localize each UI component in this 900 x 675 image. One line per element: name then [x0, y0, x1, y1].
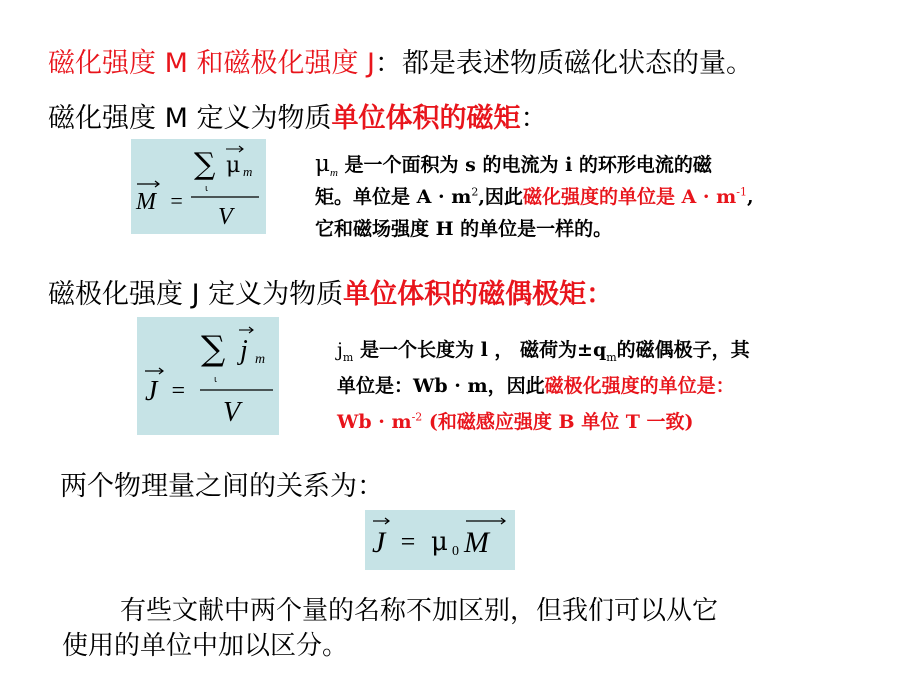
polarization-def-highlight: 单位体积的磁偶极矩： — [343, 279, 614, 310]
polarization-unit-note: (和磁感应强度 B 单位 T 一致) — [422, 411, 694, 433]
note-line1: 有些文献中两个量的名称不加区别，但我们可以从它 — [120, 596, 719, 626]
magnetization-denominator: V — [218, 204, 233, 230]
polarization-j-sub: m — [255, 352, 266, 367]
magnetization-equals: = — [169, 188, 184, 213]
relation-equals: = — [399, 527, 417, 556]
j-subscript: m — [342, 350, 354, 364]
magnetization-desc-l2a: 矩。单位是 A · m — [315, 186, 472, 208]
magnetization-def-highlight: 单位体积的磁矩 — [331, 103, 521, 134]
magnetization-desc-line3: 它和磁场强度 H 的单位是一样的。 — [315, 218, 613, 240]
relation-formula — [365, 510, 515, 570]
relation-mu-sub: 0 — [452, 544, 459, 559]
polarization-unit-label: 磁极化强度的单位是： — [544, 375, 735, 397]
polarization-formula-graphic — [137, 317, 279, 435]
j-symbol: j — [337, 339, 343, 361]
polarization-denominator: V — [223, 397, 241, 428]
magnetization-sum-index: ι — [205, 184, 209, 194]
magnetization-def-suffix: ： — [520, 103, 548, 134]
magnetization-desc-l2b: ,因此 — [478, 186, 523, 208]
heading — [48, 41, 753, 80]
magnetization-sum-symbol: ∑ — [194, 147, 216, 182]
polarization-desc-l1b: 的磁偶极子，其 — [616, 339, 750, 361]
heading-title: 磁化强度 M 和磁极化强度 J — [48, 48, 376, 79]
polarization-equals: = — [170, 378, 187, 404]
magnetization-lhs: M — [136, 189, 156, 215]
magnetization-formula-graphic — [131, 139, 266, 234]
magnetization-definition — [48, 96, 547, 135]
magnetization-desc-line1 — [315, 148, 754, 181]
mu-symbol: μ — [315, 151, 330, 177]
magnetization-desc-l1: 是一个面积为 s 的电流为 i 的环形电流的磁 — [337, 154, 712, 176]
heading-text: ：都是表述物质磁化状态的量。 — [375, 48, 754, 79]
magnetization-desc-l2-sup: 2 — [471, 185, 479, 199]
magnetization-unit-highlight: 磁化强度的单位是 A · m — [522, 186, 737, 208]
polarization-desc-l1a: 是一个长度为 l ， 磁荷为±q — [353, 339, 607, 361]
polarization-lhs: J — [145, 376, 158, 407]
polarization-desc-l1-sub: m — [606, 350, 617, 364]
magnetization-description — [315, 148, 754, 245]
mu-subscript: m — [329, 166, 338, 179]
relation-formula-graphic — [365, 510, 515, 570]
relation-lhs: J — [372, 526, 386, 559]
magnetization-mu-sub: m — [243, 164, 253, 179]
magnetization-def-prefix: 磁化强度 M 定义为物质 — [48, 103, 332, 134]
polarization-definition — [48, 272, 613, 311]
polarization-unit-sup: -2 — [411, 410, 423, 424]
magnetization-unit-sup: -1 — [736, 185, 747, 199]
relation-mu: μ — [431, 527, 448, 557]
polarization-description — [337, 332, 750, 440]
polarization-def-prefix: 磁极化强度 J 定义为物质 — [48, 279, 344, 310]
polarization-formula — [137, 317, 279, 435]
polarization-sum-index: ι — [214, 375, 218, 385]
relation-rhs: M — [464, 526, 489, 559]
polarization-sum-symbol: ∑ — [201, 329, 226, 369]
polarization-desc-line2 — [337, 368, 750, 404]
note-line2: 使用的单位中加以区分。 — [62, 631, 349, 661]
magnetization-mu: μ — [226, 153, 241, 178]
polarization-j: j — [240, 335, 248, 366]
magnetization-formula — [131, 139, 266, 234]
polarization-desc-line3 — [337, 404, 750, 440]
polarization-desc-line1 — [337, 332, 750, 368]
polarization-desc-l2a: 单位是：Wb · m，因此 — [337, 375, 545, 397]
polarization-unit-value: Wb · m — [337, 411, 412, 433]
magnetization-desc-line2 — [315, 181, 754, 213]
relation-label: 两个物理量之间的关系为： — [60, 471, 384, 502]
magnetization-desc-l2c: , — [746, 186, 754, 208]
